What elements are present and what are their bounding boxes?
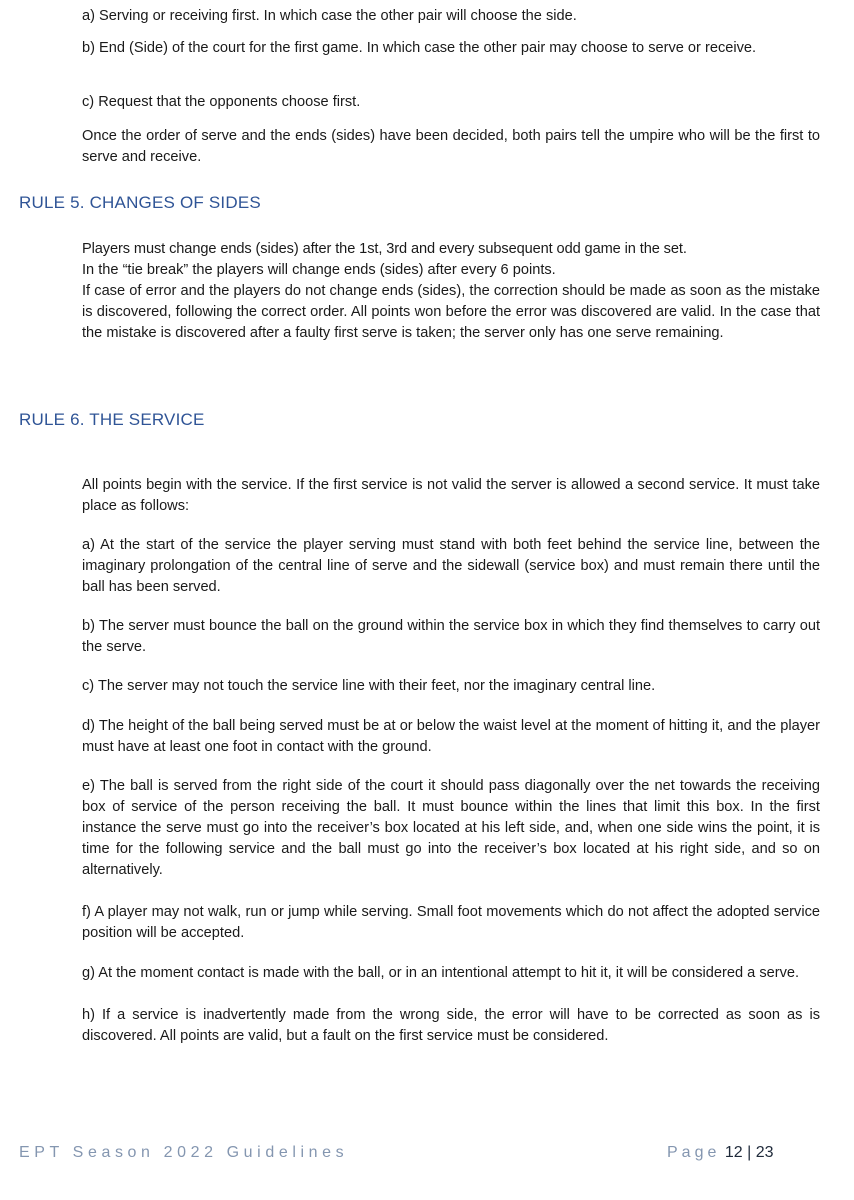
rule6-item-g: g) At the moment contact is made with the ball, or in an intentional attempt to hit it, it will be considered a serve. [82,965,800,981]
rule6-item-d: d) The height of the ball being served must be at or below the waist level at the moment of hitting it, and the player must have at least one foot in contact with the ground. [82,718,820,755]
rule5-line-3: If case of error and the players do not change ends (sides), the correction should be made as soon as the mistake is discovered, following the correct order. All points won before the error was discovered are valid. In the case that the mistake is discovered after a faulty first serve is taken; the server only has one serve remaining. [82,283,820,341]
paragraph-option-c: c) Request that the opponents choose first. [82,94,361,110]
rule6-item-c: c) The server may not touch the service line with their feet, nor the imaginary central line. [82,678,656,694]
rule5-body [82,239,820,344]
rule6-intro: All points begin with the service. If the first service is not valid the server is allowed a second service. It must take place as follows: [82,477,820,514]
rule6-item-h: h) If a service is inadvertently made from the wrong side, the error will have to be corrected as soon as is discovered. All points are valid, but a fault on the first service must be considered. [82,1007,820,1044]
page-current: 12 [724,1144,743,1161]
rule6-item-a: a) At the start of the service the player serving must stand with both feet behind the service line, between the imaginary prolongation of the central line of serve and the sidewall (service box) and must remain there until the ball has been served. [82,537,820,595]
rule5-line-2: In the “tie break” the players will change ends (sides) after every 6 points. [82,262,556,278]
rule6-item-b: b) The server must bounce the ball on the ground within the service box in which they find themselves to carry out the serve. [82,618,820,655]
page-separator: | [747,1144,752,1161]
page-total: 23 [755,1144,774,1161]
paragraph-option-a: a) Serving or receiving first. In which case the other pair will choose the side. [82,8,577,24]
footer-page-number [667,1144,773,1162]
rule5-line-1: Players must change ends (sides) after the 1st, 3rd and every subsequent odd game in the set. [82,241,687,257]
page-label: Page [667,1144,721,1161]
rule6-item-f: f) A player may not walk, run or jump while serving. Small foot movements which do not affect the adopted service position will be accepted. [82,904,820,941]
rule6-heading: RULE 6. THE SERVICE [19,410,205,429]
paragraph-closing: Once the order of serve and the ends (sides) have been decided, both pairs tell the umpire who will be the first to serve and receive. [82,128,820,165]
footer-title: EPT Season 2022 Guidelines [19,1144,349,1161]
rule5-heading: RULE 5. CHANGES OF SIDES [19,193,261,212]
paragraph-option-b: b) End (Side) of the court for the first game. In which case the other pair may choose to serve or receive. [82,40,757,56]
rule6-item-e: e) The ball is served from the right side of the court it should pass diagonally over the net towards the receiving box of service of the person receiving the ball. It must bounce within the lines that limit this box. In the first instance the serve must go into the receiver’s box located at his left side, and, when one side wins the point, it is time for the following service and the ball must go into the receiver’s box located at his right side, and so on alternatively. [82,778,820,878]
